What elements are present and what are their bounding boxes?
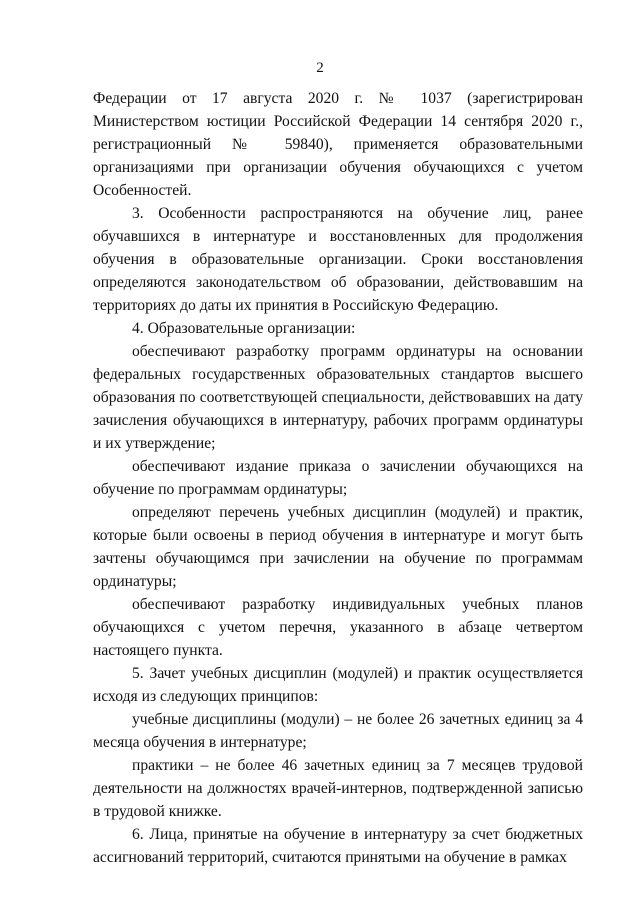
paragraph-item-5-practices: практики – не более 46 зачетных единиц за 7 месяцев трудовой деятельности на должностях врачей-интернов, подтвержденной записью в трудовой книжке. <box>93 757 583 820</box>
paragraph-item-5-disciplines: учебные дисциплины (модули) – не более 26 зачетных единиц за 4 месяца обучения в интернатуре; <box>93 711 583 751</box>
paragraph-continuation: Федерации от 17 августа 2020 г. № 1037 (зарегистрирован Министерством юстиции Российской Федерации 14 сентября 2020 г., регистрационный № 59840), применяется образовательными организациями при организации обучения обучающихся с учетом Особенностей. <box>93 90 583 199</box>
paragraph-item-4-programs: обеспечивают разработку программ ординатуры на основании федеральных государственных образовательных стандартов высшего образования по соответствующей специальности, действовавших на дату зачисления обучающихся в интернатуру, рабочих программ ординатуры и их утверждение; <box>93 343 583 452</box>
page-number: 2 <box>316 60 324 76</box>
paragraph-item-5: 5. Зачет учебных дисциплин (модулей) и практик осуществляется исходя из следующих принципов: <box>93 665 583 705</box>
paragraph-item-3: 3. Особенности распространяются на обучение лиц, ранее обучавшихся в интернатуре и восстановленных для продолжения обучения в образовательные организации. Сроки восстановления определяются законодательством об образовании, действовавшим на территориях до даты их принятия в Российскую Федерацию. <box>93 205 583 314</box>
paragraph-item-4-disciplines: определяют перечень учебных дисциплин (модулей) и практик, которые были освоены в период обучения в интернатуре и могут быть зачтены обучающимся при зачислении на обучение по программам ординатуры; <box>93 504 583 590</box>
document-body <box>93 87 583 869</box>
paragraph-item-6: 6. Лица, принятые на обучение в интернатуру за счет бюджетных ассигнований территорий, считаются принятыми на обучение в рамках <box>93 826 583 866</box>
paragraph-item-4-plans: обеспечивают разработку индивидуальных учебных планов обучающихся с учетом перечня, указанного в абзаце четвертом настоящего пункта. <box>93 596 583 659</box>
paragraph-item-4-order: обеспечивают издание приказа о зачислении обучающихся на обучение по программам ординатуры; <box>93 458 583 498</box>
paragraph-item-4-heading: 4. Образовательные организации: <box>132 320 356 337</box>
